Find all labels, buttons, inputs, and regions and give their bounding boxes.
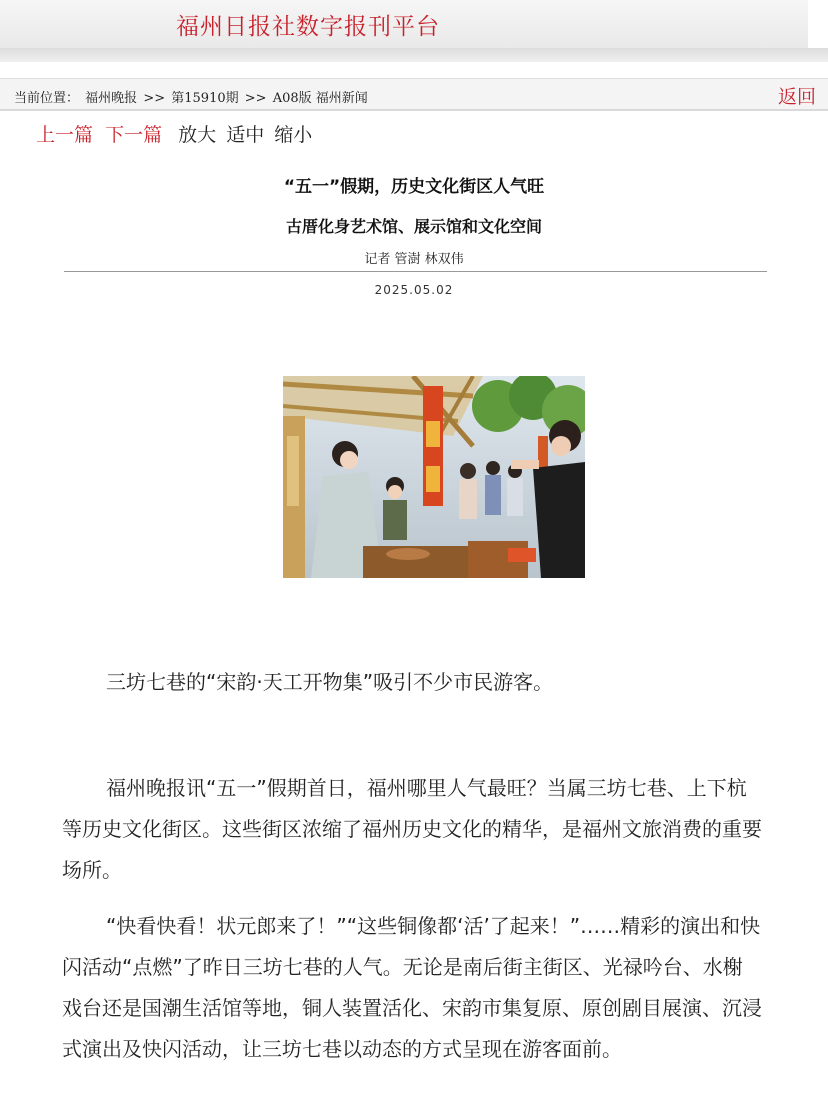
photo-caption: 三坊七巷的“宋韵·天工开物集”吸引不少市民游客。 (106, 670, 554, 694)
article-date: 2025.05.02 (374, 283, 454, 297)
article-paragraph: 福州晚报讯“五一”假期首日，福州哪里人气最旺？当属三坊七巷、上下杭等历史文化街区。这些街区浓缩了福州历史文化的精华，是福州文旅消费的重要场所。 (62, 776, 762, 882)
site-title: 福州日报社数字报刊平台 (176, 14, 440, 40)
header-divider (0, 48, 828, 62)
next-article-link[interactable]: 下一篇 (105, 124, 163, 146)
zoom-out-link[interactable]: 缩小 (274, 124, 313, 146)
header-edge (808, 0, 828, 48)
article-photo (283, 376, 585, 578)
zoom-in-link[interactable]: 放大 (178, 124, 217, 146)
back-link[interactable]: 返回 (777, 86, 816, 108)
article-subtitle: 古厝化身艺术馆、展示馆和文化空间 (285, 217, 542, 236)
breadcrumb-issue-link[interactable]: 第15910期 (171, 91, 239, 106)
photo-illustration (283, 376, 585, 578)
breadcrumb (14, 87, 370, 106)
title-divider (64, 271, 767, 272)
site-header (0, 0, 808, 49)
article-paragraph: “快看快看！状元郎来了！”“这些铜像都‘活’了起来！”……精彩的演出和快闪活动“点燃”了昨日三坊七巷的人气。无论是南后街主街区、光禄吟台、水榭戏台还是国潮生活馆等地，铜人装置活化、宋韵市集复原、原创剧目展演、沉浸式演出及快闪活动，让三坊七巷以动态的方式呈现在游客面前。 (62, 914, 762, 1061)
breadcrumb-label: 当前位置： (14, 91, 80, 106)
prev-article-link[interactable]: 上一篇 (36, 124, 94, 146)
breadcrumb-separator: >> (143, 91, 166, 106)
zoom-fit-link[interactable]: 适中 (226, 124, 265, 146)
article-toolbar (36, 120, 312, 147)
breadcrumb-paper-link[interactable]: 福州晚报 (85, 91, 138, 106)
article-byline: 记者 管澍 林双伟 (364, 252, 464, 267)
breadcrumb-bar (0, 78, 828, 111)
breadcrumb-page-link[interactable]: A08版 福州新闻 (272, 91, 368, 106)
breadcrumb-separator: >> (244, 91, 267, 106)
article-title: “五一”假期，历史文化街区人气旺 (283, 177, 545, 197)
